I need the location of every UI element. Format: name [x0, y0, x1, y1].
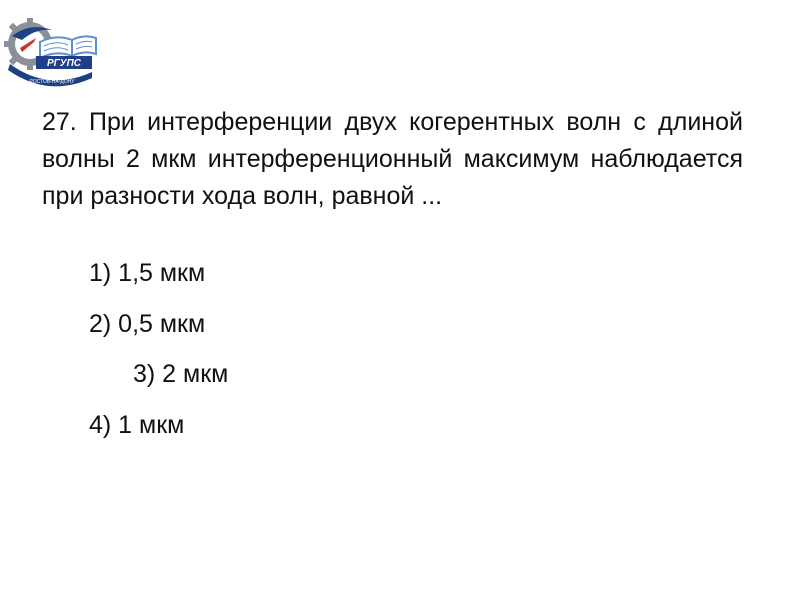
- answer-option-2[interactable]: 2) 0,5 мкм: [89, 310, 206, 338]
- answer-option-3[interactable]: 3) 2 мкм: [133, 360, 229, 388]
- logo-ring-text: РОСТОВ-НА-ДОНУ: [29, 79, 75, 85]
- answer-option-1[interactable]: 1) 1,5 мкм: [89, 259, 206, 287]
- answer-option-4[interactable]: 4) 1 мкм: [89, 411, 185, 439]
- logo-abbreviation: РГУПС: [47, 58, 81, 69]
- question-text: 27. При интерференции двух когерентных волн с длиной волны 2 мкм интерференционный максимум наблюдается при разности хода волн, равной ...: [42, 108, 743, 210]
